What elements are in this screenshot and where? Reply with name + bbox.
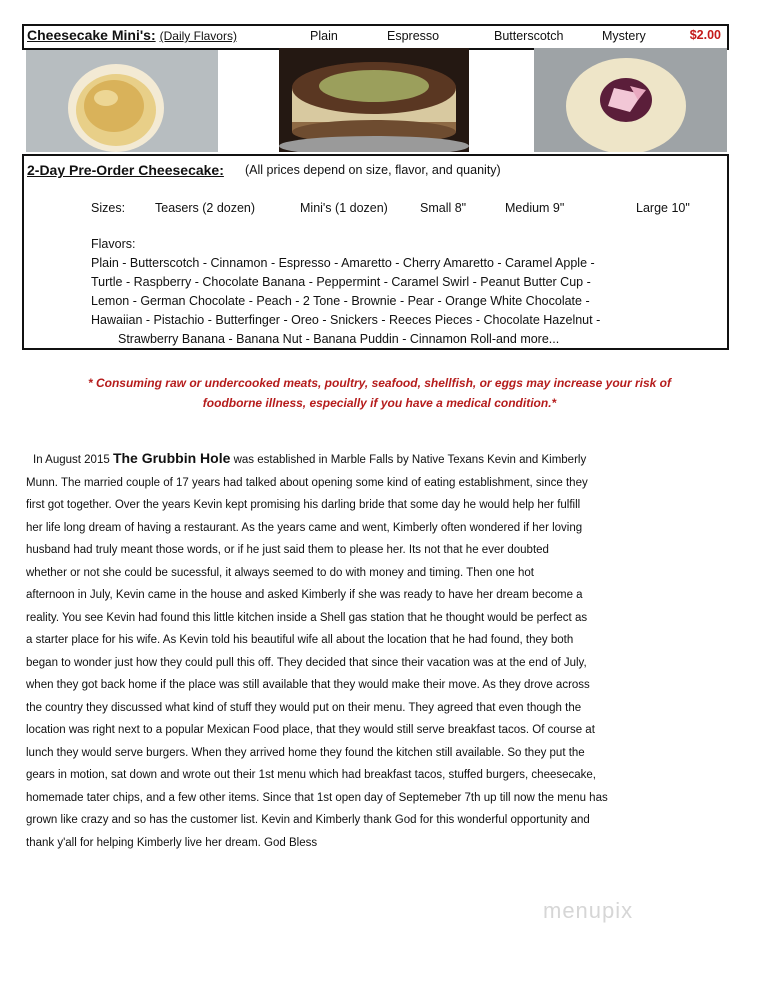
flavor-line: Plain - Butterscotch - Cinnamon - Espresso - Amaretto - Cherry Amaretto - Caramel Apple - (91, 256, 595, 270)
story-line: lunch they would serve burgers. When they arrived home they found the kitchen still available. So they put the (26, 746, 585, 759)
sizes-label: Sizes: (91, 201, 126, 215)
mystery-mini-photo (534, 48, 727, 152)
size-small: Small 8" (420, 201, 467, 215)
preorder-title: 2-Day Pre-Order Cheesecake: (27, 162, 224, 178)
mini-subtitle: (Daily Flavors) (159, 29, 237, 43)
mini-flavor-mystery: Mystery (602, 29, 646, 43)
mini-cheesecake-photo (26, 50, 218, 152)
size-teasers: Teasers (2 dozen) (155, 201, 256, 215)
preorder-subtitle: (All prices depend on size, flavor, and quanity) (245, 163, 501, 177)
flavors-label: Flavors: (91, 237, 136, 251)
story-line: a starter place for his wife. As Kevin told his beautiful wife all about the location that he had found, they both (26, 634, 574, 646)
story-line: her life long dream of having a restaurant. As the years came and went, Kimberly often wondered if her loving (26, 521, 583, 534)
story-first-line: In August 2015 The Grubbin Hole was established in Marble Falls by Native Texans Kevin and Kimberly (33, 450, 587, 466)
flavor-line: Turtle - Raspberry - Chocolate Banana - Peppermint - Caramel Swirl - Peanut Butter Cup - (91, 275, 591, 289)
flavor-line: Hawaiian - Pistachio - Butterfinger - Oreo - Snickers - Reeces Pieces - Chocolate Hazelnut - (91, 313, 601, 327)
preorder-box (22, 154, 729, 350)
mini-price: $2.00 (689, 28, 721, 42)
story-line: first got together. Over the years Kevin kept promising his darling bride that some day he would help her fulfill (26, 499, 581, 511)
mini-flavor-butterscotch: Butterscotch (494, 29, 564, 43)
story-line: gears in motion, sat down and wrote out their 1st menu which had breakfast tacos, stuffed burgers, cheesecake, (26, 769, 596, 781)
health-warning-line-2: foodborne illness, especially if you have a medical condition.* (202, 396, 557, 410)
size-minis: Mini's (1 dozen) (300, 201, 388, 215)
story-line: Munn. The married couple of 17 years had talked about opening some kind of eating establishment, since they (26, 476, 588, 489)
flavor-line: Lemon - German Chocolate - Peach - 2 Tone - Brownie - Pear - Orange White Chocolate - (91, 294, 590, 308)
size-large: Large 10" (636, 201, 690, 215)
size-medium: Medium 9" (505, 201, 565, 215)
story-line: location was right next to a popular Mexican Food place, that they would still serve breakfast tacos. Of course at (26, 724, 595, 736)
story-line: whether or not she could be sucessful, it always seemed to do with money and timing. Then one hot (26, 566, 534, 579)
mini-flavor-plain: Plain (310, 29, 338, 43)
story-line: homemade tater chips, and a few other items. Since that 1st open day of Septemeber 7th up till now the menu has (26, 791, 608, 804)
story-line: when they got back home if the place was still available that they would make their move. As they drove across (26, 679, 590, 691)
story-line: grown like crazy and so has the customer list. Kevin and Kimberly thank God for this wonderful opportunity and (26, 814, 590, 826)
story-line: began to wonder just how they could pull this off. They decided that since their vacation was at the end of July, (26, 656, 587, 669)
restaurant-name: The Grubbin Hole (112, 450, 231, 466)
story-line: husband had truly meant those words, or if he just said them to please her. Its not that he ever doubted (26, 544, 549, 556)
story-line: the country they discussed what kind of stuff they would put on their menu. They agreed that even though the (26, 701, 582, 714)
mini-cheesecake-box (22, 24, 729, 50)
flavor-line: Strawberry Banana - Banana Nut - Banana Puddin - Cinnamon Roll-and more... (118, 332, 560, 346)
restaurant-story (26, 447, 716, 854)
story-line: reality. You see Kevin had found this little kitchen inside a Shell gas station that he thought would be perfect as (26, 611, 588, 624)
story-line: afternoon in July, Kevin came in the house and asked Kimberly if she was ready to have her dream become a (26, 589, 583, 601)
menupix-watermark: menupix (543, 898, 634, 923)
full-cheesecake-photo (279, 48, 469, 152)
mini-flavor-espresso: Espresso (387, 29, 440, 43)
mini-title: Cheesecake Mini's: (Daily Flavors) (27, 27, 237, 43)
health-warning-line-1: * Consuming raw or undercooked meats, poultry, seafood, shellfish, or eggs may increase your risk of (87, 376, 672, 390)
story-line: thank y'all for helping Kimberly live her dream. God Bless (26, 836, 318, 849)
